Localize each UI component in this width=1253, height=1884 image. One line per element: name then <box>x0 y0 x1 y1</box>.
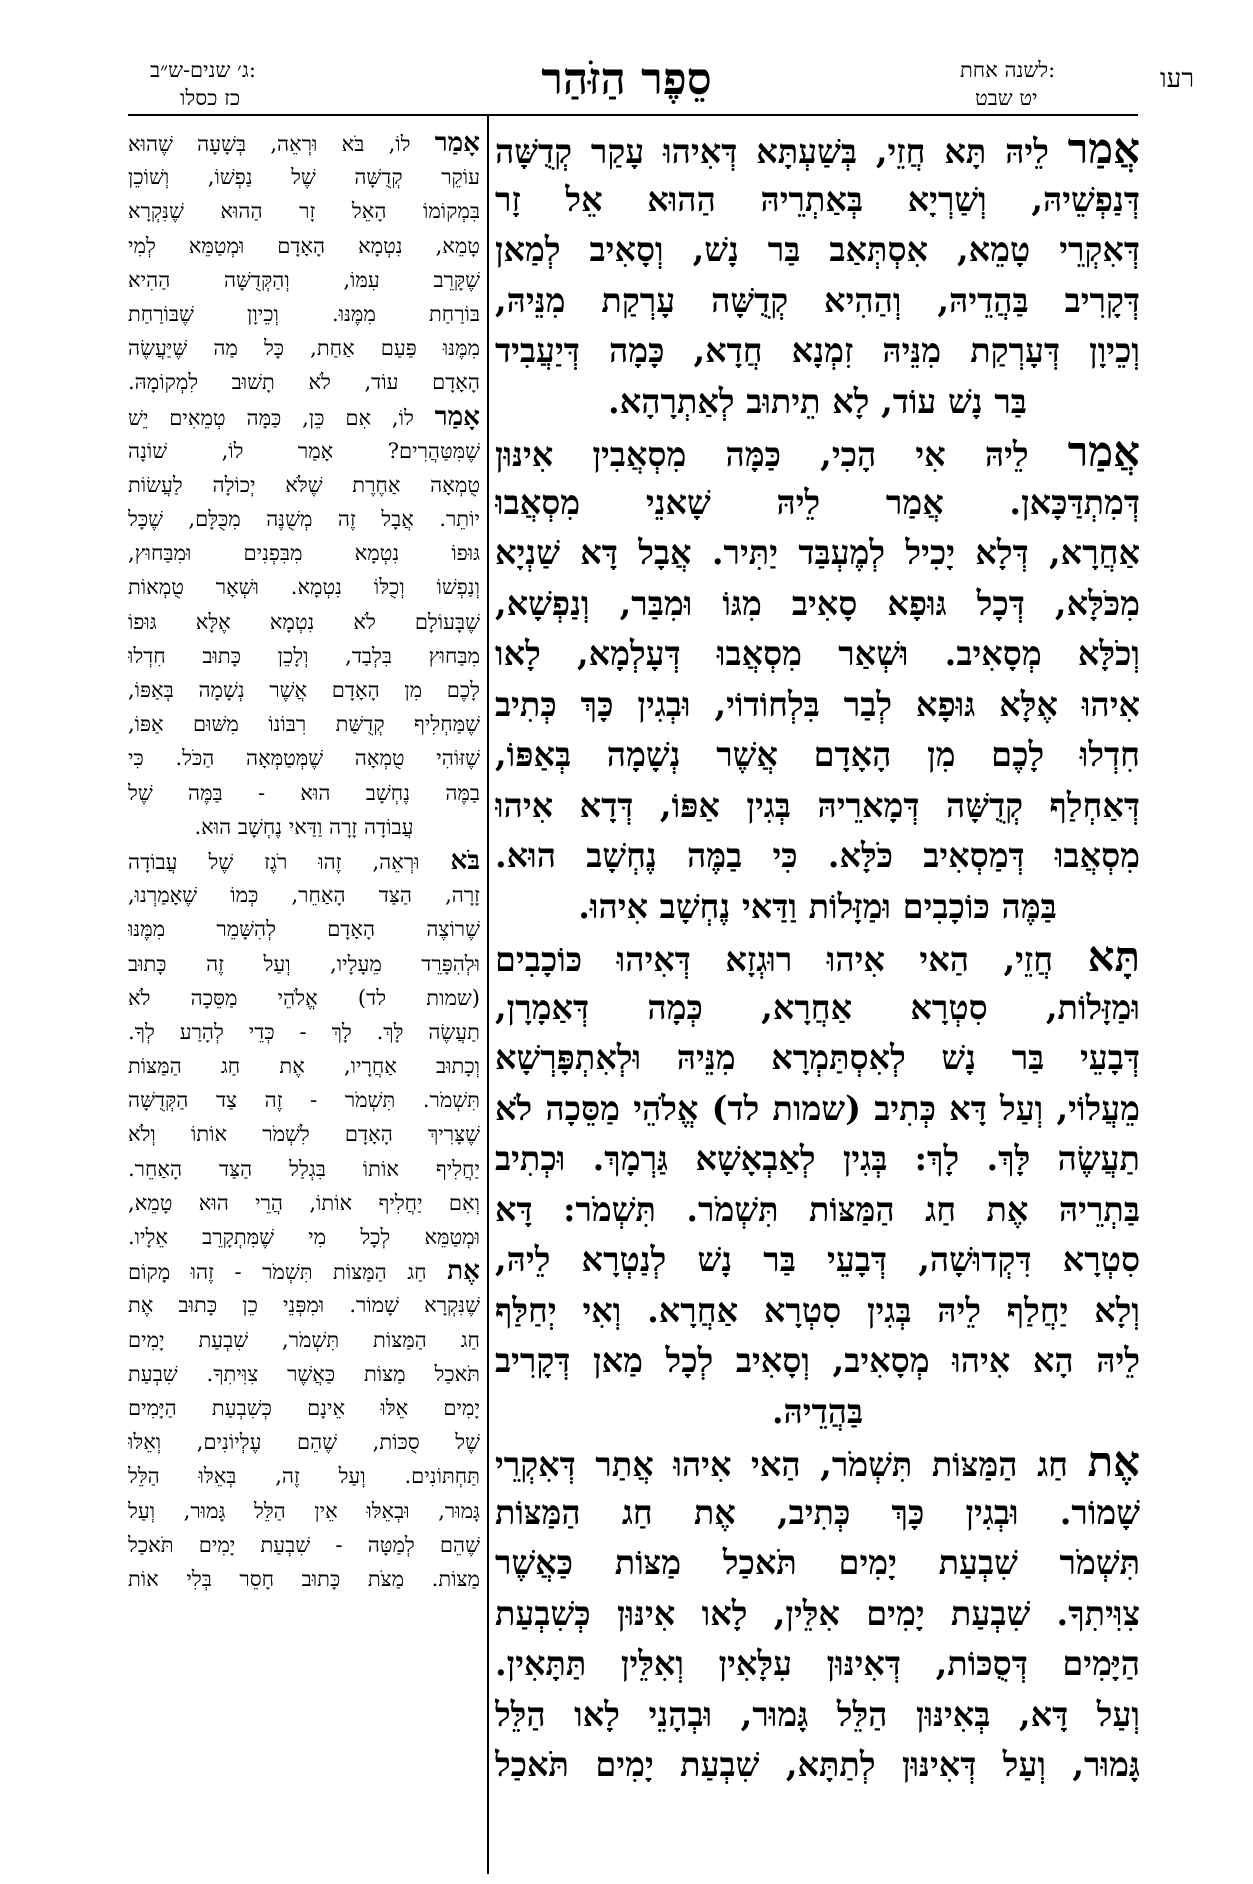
book-title: סֵפֶר הַזֹּהַר <box>541 54 712 105</box>
text-line: מִבַּחוּץ בִּלְבַד, וְלָכֵן כָּתוּב חִדְלוּ <box>128 643 480 668</box>
text-line: צִוִּיתִךָ. שִׁבְעַת יָמִים אִלֵּין, לָאו אִינּוּן כְּשִׁבְעַת <box>495 1593 1140 1633</box>
text-line: וּמַזָּלוֹת, סִטְרָא אַחֲרָא, כְּמָה דְּאַמָרָן, <box>495 987 1140 1027</box>
text-line: שֶׁמַּחְלִיף קְדֻשַּׁת רִבּוֹנוֹ מִשּׁוּם אַפּוֹ, <box>128 712 480 737</box>
schedule-three-years-date: כז כסלו <box>180 86 241 110</box>
aramaic-text-column <box>495 124 1140 1791</box>
text-line: וְכֹלָּא מְסָאִיב. וּשְׁאַר מִסְאֲבוּ דְּעָלְמָא, לָאו <box>495 634 1140 673</box>
text-line: וּמְטַמֵּא לְכָל מִי שֶׁמִּתְקָרֵב אֵלָיו. <box>128 1225 480 1249</box>
text-line: וְעַל דָּא, בְּאִינּוּן הַלֵּל גָּמוּר, וּבְהָנֵי לָאו הַלֵּל <box>495 1694 1140 1734</box>
page-number: רעו <box>1160 64 1195 94</box>
paragraph-opening-word: בֹּא <box>450 844 480 876</box>
text-line: טֻמְאָה אַחֶרֶת שֶׁלֹּא יְכוֹלָה לַעֲשׂוֹת <box>128 472 480 497</box>
text-line: בַּתְרֵיהּ אֶת חַג הַמַּצּוֹת תִּשְׁמֹר. תִּשְׁמֹר: דָּא <box>495 1189 1140 1229</box>
header-rule <box>128 114 1138 116</box>
text-line: גָּמוּר, וּבְאֵלּוּ אֵין הַלֵּל גָּמוּר, וְעַל <box>128 1498 480 1523</box>
text-line: חַג הַמַּצּוֹת תִּשְׁמֹר, שִׁבְעַת יָמִים <box>128 1327 480 1352</box>
text-line: אַחֲרָא, דְּלָא יָכִיל לְמֶעְבַּד יַתִּיר. אֲבָל דָּא שַׁנְיָא <box>495 533 1140 572</box>
text-line: שֶׁמִּטַּהֲרִים? אָמַר לוֹ, שׁוֹנָה <box>128 438 480 463</box>
text-line: דְּמִתְדַּכָּאן. אֲמַר לֵיהּ שָׁאנֵי מִסְאֲבוּ <box>495 482 1140 522</box>
text-line: תִּשְׁמֹר. תִּשְׁמֹר - זֶה צַד הַקְּדֻשָּׁה <box>128 1088 480 1113</box>
text-line: הַיָּמִים דְּסֻכּוֹת, דְּאִינּוּן עִלָּאִין וְאִלֵּין תַּתָּאִין. <box>495 1644 1140 1683</box>
text-line: תֹּאכַל מַצּוֹת כַּאֲשֶׁר צִוִּיתִךָ. שִׁבְעַת <box>128 1361 480 1386</box>
paragraph-opening-word: אֶת <box>1087 1437 1140 1486</box>
text-line: תַעֲשֶׂה לָּךְ. לָךְ - כְּדֵי לְהָרַע לְךָ. <box>128 1019 480 1044</box>
text-line: תִּשְׁמֹר שִׁבְעַת יָמִים תֹּאכַל מַצּוֹת כַּאֲשֶׁר <box>495 1543 1140 1582</box>
text-line: דְּקָרִיב בַּהֲדֵיהּ, וְהַהִיא קְדֻשָּׁה עָרְקַת מִנֵּיהּ, <box>495 280 1140 320</box>
text-line: שֶׁהֵם לְמַטָּה - שִׁבְעַת יָמִים תֹּאכַל <box>128 1532 480 1557</box>
text-line: שָׁמוֹר. וּבְגִין כָּךְ כְּתִיב, אֶת חַג הַמַּצּוֹת <box>495 1492 1140 1532</box>
text-line: אֲמַר לֵיהּ תָּא חֲזֵי, בְּשַׁעְתָּא דְּאִיהוּ עָקַר קְדֻשָּׁה <box>495 124 1140 173</box>
text-line: עוֹקֵר קְדֻשָּׁה שֶׁל נַפְשׁוֹ, וְשׁוֹכֵן <box>128 165 480 190</box>
text-line: מֵעֲלוֹי, וְעַל דָּא כְּתִיב (שמות לד) אֱלֹהֵי מַסֵּכָה לֹא <box>495 1088 1140 1128</box>
paragraph-opening-word: אָמַר <box>434 400 480 432</box>
text-line: וּלְהִפָּרֵד מֵעָלָיו, וְעַל זֶה כָּתוּב <box>128 951 480 976</box>
text-line: בַּהֲדֵיהּ. <box>771 1391 864 1431</box>
text-line: זָרָה, הַצַּד הָאַחֵר, כְּמוֹ שֶׁאָמַרְנוּ, <box>128 883 480 908</box>
text-line: וְאִם יַחֲלִיף אוֹתוֹ, הֲרֵי הוּא טָמֵא, <box>128 1190 480 1215</box>
schedule-three-years: ג׳ שנים-ש״ב: <box>150 58 256 82</box>
text-line: בַּמֶּה כּוֹכָבִים וּמַזָּלוֹת וַדַּאי נֶחְשָׁב אִיהוּ. <box>578 886 1057 926</box>
text-line: בִּמְקוֹמוֹ הָאֵל זָר הַהוּא שֶׁנִּקְרָא <box>128 199 480 224</box>
text-line: שֶׁנִּקְרָא שָׁמוֹר. וּמִפְּנֵי כֵן כָּתוּב אֶת <box>128 1293 480 1318</box>
text-line: דְּאַחְלַף קְדֻשָּׁה דְּמָארֵיהּ בְּגִין אַפּוֹ, דְּדָא אִיהוּ <box>495 785 1140 825</box>
hebrew-translation-column <box>128 126 480 1596</box>
text-line: תָּא חֲזֵי, הַאי אִיהוּ רוּגְזָא דְּאִיהוּ כּוֹכָבִים <box>495 932 1140 981</box>
text-line: עֲבוֹדָה זָרָה וַדַּאי נֶחְשָׁב הוּא. <box>194 814 414 839</box>
text-line: טָמֵא, נִטְמָא הָאָדָם וּמְטַמֵּא לְמִי <box>128 233 480 258</box>
text-line: אֲמַר לֵיהּ אִי הָכִי, כַּמָּה מִסְאֲבִין אִינּוּן <box>495 427 1140 476</box>
text-line: שֶׁזּוֹהִי טֻמְאָה שֶׁמְּטַמְּאָה הַכֹּל. כִּי <box>128 746 480 771</box>
paragraph-opening-word: אֲמַר <box>1067 124 1140 173</box>
text-line: מִמֶּנּוּ פַּעַם אַחַת, כָּל מַה שֶּׁיַּעֲשֶׂה <box>128 336 480 361</box>
paragraph-opening-word: אֶת <box>447 1255 480 1287</box>
text-line: יוֹתֵר. אֲבָל זֶה מְשֻׁנֶּה מִכֻּלָּם, שֶׁכָּל <box>128 507 480 532</box>
text-line: דְּנַפְשֵׁיהּ, וְשַׁרְיָא בְּאַתְרֵיהּ הַהוּא אֵל זָר <box>495 179 1140 219</box>
text-line: אָמַר לוֹ, בֹּא וּרְאֵה, בְּשָׁעָה שֶׁהוּא <box>128 127 480 158</box>
schedule-one-year-date: יט שבט <box>975 86 1038 110</box>
text-line: בַמֶּה נֶחְשָׁב הוּא - בַּמֶּה שֶׁל <box>128 780 480 805</box>
text-line: דְּאִקְרֵי טָמֵא, אִסְתְּאַב בַּר נָשׁ, וְסָאִיב לְמַאן <box>495 230 1140 269</box>
text-line: אִיהוּ אֶלָּא גּוּפָא לְבַר בִּלְחוֹדוֹי, וּבְגִין כָּךְ כְּתִיב <box>495 684 1140 724</box>
text-line: וְלָא יַחֲלַף לֵיהּ בְּגִין סִטְרָא אַחֲרָא. וְאִי יְחַלַּף <box>495 1290 1140 1330</box>
text-line: שֶׁקָּרֵב עִמּוֹ, וְהַקְּדֻשָּׁה הַהִיא <box>128 267 480 292</box>
paragraph-opening-word: אָמַר <box>434 127 480 158</box>
text-line: אֶת חַג הַמַּצּוֹת תִּשְׁמֹר - זֶהוּ מָקוֹם <box>128 1255 480 1287</box>
text-line: שֶׁצָּרִיךְ הָאָדָם לִשְׁמֹר אוֹתוֹ וְלֹא <box>128 1122 480 1147</box>
text-line: יָמִים אֵלּוּ אֵינָם כְּשִׁבְעַת הַיָּמִים <box>128 1395 480 1420</box>
text-line: שֶׁבָּעוֹלָם לֹא נִטְמָא אֶלָּא גּוּפוֹ <box>128 609 480 634</box>
text-line: וְכָתוּב אַחֲרָיו, אֶת חַג הַמַּצּוֹת <box>128 1054 480 1079</box>
paragraph-opening-word: אֲמַר <box>1067 427 1140 476</box>
text-line: וְכֵיוָן דְּעָרְקַת מִנֵּיהּ זִמְנָא חֲדָא, כָּמָה דְּיַעֲבִיד <box>495 331 1140 370</box>
text-line: תַּחְתּוֹנִים. וְעַל זֶה, בְּאֵלּוּ הַלֵּל <box>128 1464 480 1489</box>
paragraph-opening-word: תָּא <box>1087 932 1140 981</box>
text-line: דְּבָעֵי בַּר נָשׁ לְאִסְתַּמְרָא מִנֵּיהּ וּלְאִתְפָּרְשָׁא <box>495 1038 1140 1077</box>
text-line: חִדְלוּ לָכֶם מִן הָאָדָם אֲשֶׁר נְשָׁמָה בְּאַפּוֹ, <box>495 735 1140 774</box>
text-line: בֹּא וּרְאֵה, זֶהוּ רֹגֶז שֶׁל עֲבוֹדָה <box>128 844 480 876</box>
text-line: (שמות לד) אֱלֹהֵי מַסֵּכָה לֹא <box>128 985 480 1010</box>
schedule-one-year: לשנה אחת: <box>960 58 1056 82</box>
text-line: סִטְרָא דִּקְדוּשָׁה, דְּבָעֵי בַּר נָשׁ לְנַטְרָא לֵיהּ, <box>495 1240 1140 1279</box>
text-line: בַּר נָשׁ עוֹד, לָא תֵיתוּב לְאַתְרָהָא. <box>608 381 1027 421</box>
text-line: מִסְאֲבוּ דְּמַסְאִיב כֹּלָּא. כִּי בַמֶּה נֶחְשָׁב הוּא. <box>495 836 1140 875</box>
text-line: תַעֲשֶׂה לָּךְ. לָךְ: בְּגִין לְאַבְאָשָׁא גַּרְמָךְ. וּכְתִיב <box>495 1139 1140 1178</box>
text-line: אָמַר לוֹ, אִם כֵּן, כַּמָּה טְמֵאִים יֵשׁ <box>128 400 480 432</box>
text-line: אֶת חַג הַמַּצּוֹת תִּשְׁמֹר, הַאי אִיהוּ אֲתַר דְּאִקְרֵי <box>495 1437 1140 1486</box>
page-header <box>0 0 1253 110</box>
text-line: שֶׁרוֹצֶה הָאָדָם לְהִשָּׁמֵר מִמֶּנּוּ <box>128 917 480 942</box>
text-line: בּוֹרַחַת מִמֶּנּוּ. וְכֵיוָן שֶׁבּוֹרַחַת <box>128 301 480 326</box>
text-line: גּוּפוֹ נִטְמָא מִבִּפְנִים וּמִבַּחוּץ, <box>128 541 480 566</box>
text-line: מִכֹּלָּא, דְּכָל גּוּפָא סָאִיב מִגּוֹ וּמִבַּר, וְנַפְשָׁא, <box>495 583 1140 623</box>
text-line: שֶׁל סֻכּוֹת, שֶׁהֵם עֶלְיוֹנִים, וְאֵלּוּ <box>128 1430 480 1455</box>
text-line: גָּמוּר, וְעַל דְּאִינּוּן לְתַתָּא, שִׁבְעַת יָמִים תֹּאכַל <box>495 1745 1140 1784</box>
text-line: הָאָדָם עוֹד, לֹא תָשׁוּב לִמְקוֹמָהּ. <box>128 370 480 395</box>
text-line: מַצּוֹת. מַצֹּת כָּתוּב חָסֵר בְּלִי אוֹת <box>128 1566 480 1591</box>
text-line: יַחֲלִיף אוֹתוֹ בִּגְלַל הַצַּד הָאַחֵר. <box>128 1156 480 1181</box>
column-divider <box>487 116 489 1874</box>
text-line: לָכֶם מִן הָאָדָם אֲשֶׁר נְשָׁמָה בְּאַפּוֹ, <box>128 678 480 702</box>
text-line: לֵיהּ הָא אִיהוּ מְסָאִיב, וְסָאִיב לְכָל מַאן דְּקָרִיב <box>495 1341 1140 1380</box>
text-line: וְנַפְשׁוֹ וְכֻלּוֹ נִטְמָא. וּשְׁאָר טֻמְאוֹת <box>128 575 480 600</box>
